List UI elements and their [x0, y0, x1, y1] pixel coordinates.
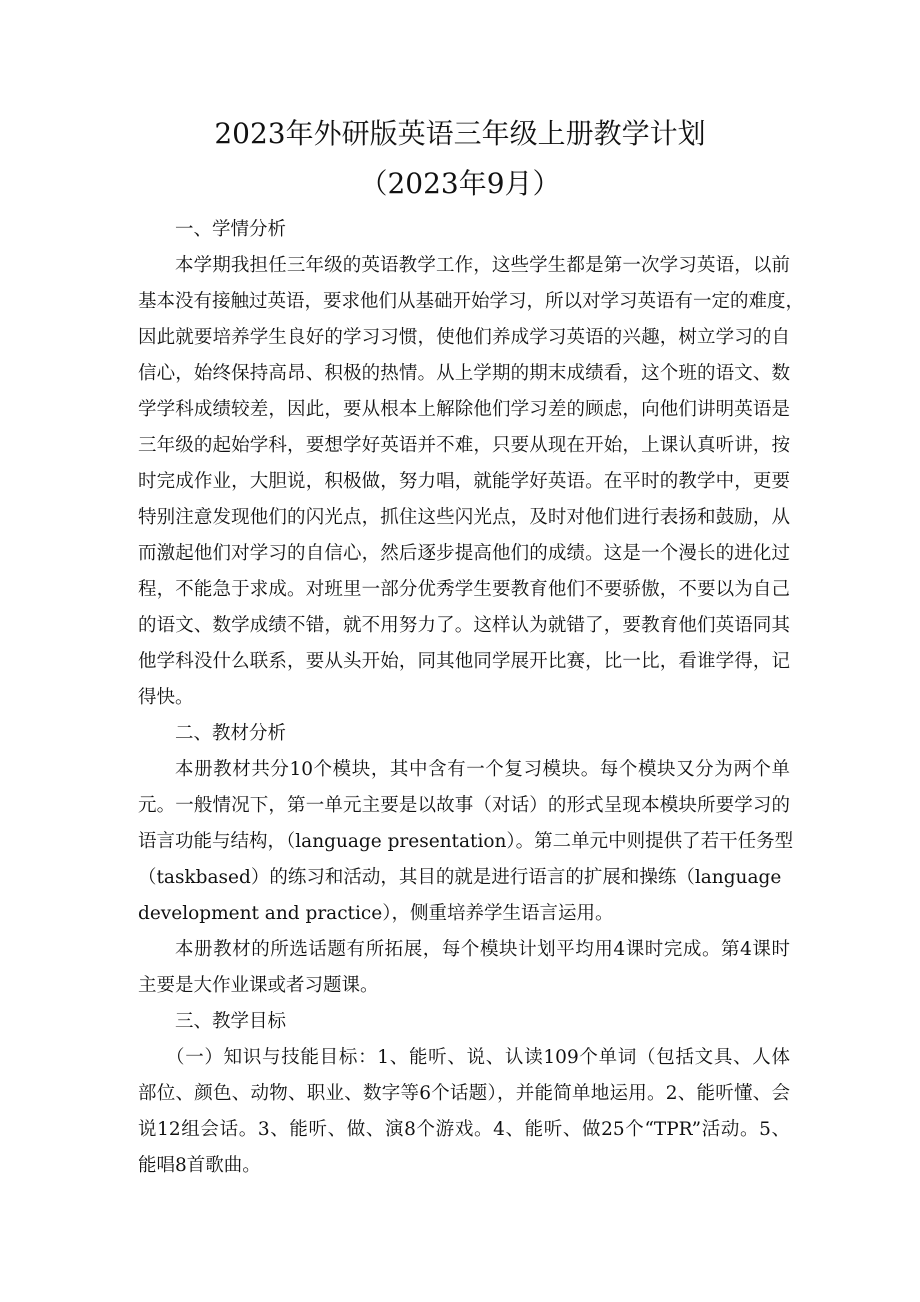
- paragraph-line: 说12组会话。3、能听、做、演8个游戏。4、能听、做25个“TPR”活动。5、: [138, 1119, 790, 1140]
- paragraph-line: （一）知识与技能目标：1、能听、说、认读109个单词（包括文具、人体: [166, 1047, 790, 1068]
- paragraph-line: 本学期我担任三年级的英语教学工作，这些学生都是第一次学习英语，以前: [175, 255, 790, 276]
- paragraph-line: 学学科成绩较差，因此，要从根本上解除他们学习差的顾虑，向他们讲明英语是: [138, 399, 790, 420]
- paragraph-line: development and practice），侧重培养学生语言运用。: [138, 903, 614, 924]
- paragraph-line: 信心，始终保持高昂、积极的热情。从上学期的期末成绩看，这个班的语文、数: [138, 363, 790, 384]
- paragraph-line: 因此就要培养学生良好的学习习惯，使他们养成学习英语的兴趣，树立学习的自: [138, 327, 790, 348]
- paragraph-line: 部位、颜色、动物、职业、数字等6个话题），并能简单地运用。2、能听懂、会: [138, 1083, 790, 1104]
- paragraph-line: 得快。: [138, 687, 194, 708]
- document-title: 2023年外研版英语三年级上册教学计划: [214, 117, 706, 150]
- section-heading: 三、教学目标: [175, 1011, 287, 1032]
- paragraph-line: 而激起他们对学习的自信心，然后逐步提高他们的成绩。这是一个漫长的进化过: [138, 543, 790, 564]
- paragraph-line: 特别注意发现他们的闪光点，抓住这些闪光点，及时对他们进行表扬和鼓励，从: [138, 507, 790, 528]
- paragraph-line: 他学科没什么联系，要从头开始，同其他同学展开比赛，比一比，看谁学得，记: [138, 651, 790, 672]
- paragraph-line: 能唱8首歌曲。: [138, 1155, 261, 1176]
- paragraph-line: 基本没有接触过英语，要求他们从基础开始学习，所以对学习英语有一定的难度，: [138, 291, 805, 312]
- paragraph-line: 三年级的起始学科，要想学好英语并不难，只要从现在开始，上课认真听讲，按: [138, 435, 790, 456]
- paragraph-line: 主要是大作业课或者习题课。: [138, 975, 379, 996]
- paragraph-line: 本册教材共分10个模块，其中含有一个复习模块。每个模块又分为两个单: [175, 759, 790, 780]
- paragraph-line: 的语文、数学成绩不错，就不用努力了。这样认为就错了，要教育他们英语同其: [138, 615, 790, 636]
- paragraph-line: 语言功能与结构，（language presentation）。第二单元中则提供了若干任务型: [138, 831, 794, 852]
- section-heading: 二、教材分析: [175, 723, 287, 744]
- paragraph-line: （taskbased）的练习和活动，其目的就是进行语言的扩展和操练（language: [138, 867, 782, 888]
- document-subtitle: （2023年9月）: [359, 167, 561, 200]
- paragraph-line: 本册教材的所选话题有所拓展，每个模块计划平均用4课时完成。第4课时: [175, 939, 790, 960]
- paragraph-line: 元。一般情况下，第一单元主要是以故事（对话）的形式呈现本模块所要学习的: [138, 795, 790, 816]
- section-heading: 一、学情分析: [175, 219, 287, 240]
- paragraph-line: 时完成作业，大胆说，积极做，努力唱，就能学好英语。在平时的教学中，更要: [138, 471, 790, 492]
- paragraph-line: 程，不能急于求成。对班里一部分优秀学生要教育他们不要骄傲，不要以为自己: [138, 579, 790, 600]
